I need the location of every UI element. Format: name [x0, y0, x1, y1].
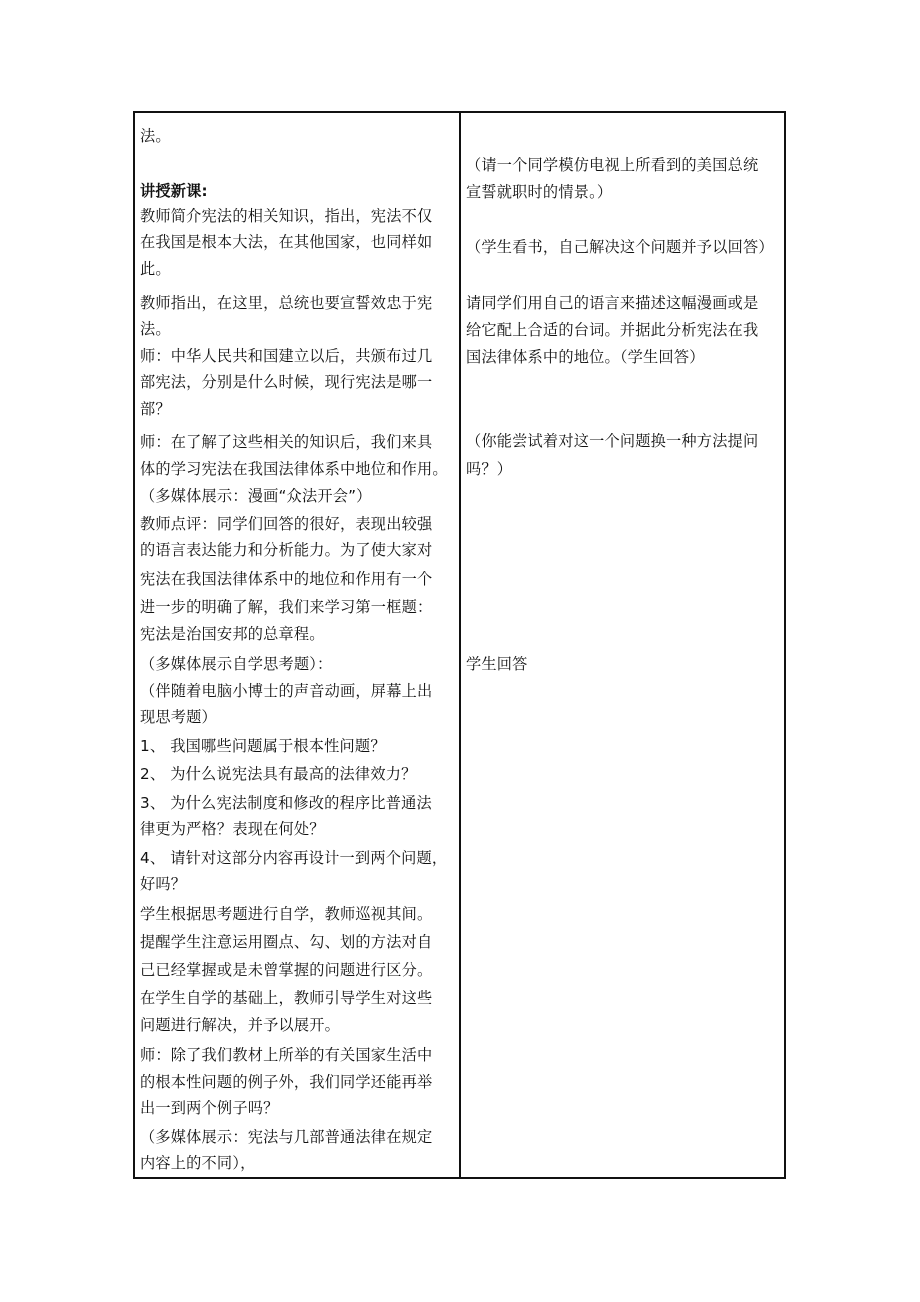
- left-line: 法。: [140, 127, 171, 145]
- left-line: 部宪法，分别是什么时候，现行宪法是哪一: [140, 373, 433, 391]
- left-line: 己已经掌握或是未曾掌握的问题进行区分。: [140, 961, 433, 979]
- right-line: （你能尝试着对这一个问题换一种方法提问: [466, 432, 759, 450]
- left-line: （多媒体展示：宪法与几部普通法律在规定: [140, 1128, 433, 1146]
- right-line: 宣誓就职时的情景。）: [466, 183, 613, 201]
- question-item: 2、 为什么说宪法具有最高的法律效力？: [140, 765, 417, 783]
- left-line: 出一到两个例子吗？: [140, 1099, 279, 1117]
- question-item: 4、 请针对这部分内容再设计一到两个问题，: [140, 849, 448, 867]
- left-line: 在学生自学的基础上，教师引导学生对这些: [140, 989, 433, 1007]
- left-line: 律更为严格？表现在何处？: [140, 820, 325, 838]
- left-line: 教师指出，在这里，总统也要宣誓效忠于宪: [140, 294, 433, 312]
- left-line: 宪法是治国安邦的总章程。: [140, 625, 325, 643]
- section-heading: 讲授新课:: [140, 182, 208, 200]
- question-item: 1、 我国哪些问题属于根本性问题？: [140, 737, 386, 755]
- left-line: 现思考题）: [140, 708, 217, 726]
- right-line: 国法律体系中的地位。（学生回答）: [466, 348, 705, 366]
- question-item: 3、 为什么宪法制度和修改的程序比普通法: [140, 794, 432, 812]
- left-line: 教师简介宪法的相关知识，指出，宪法不仅: [140, 207, 433, 225]
- left-line: 好吗？: [140, 875, 187, 893]
- left-line: 提醒学生注意运用圈点、勾、划的方法对自: [140, 933, 433, 951]
- left-line: 法。: [140, 320, 171, 338]
- left-line: 师：在了解了这些相关的知识后，我们来具: [140, 433, 433, 451]
- right-line: 给它配上合适的台词。并据此分析宪法在我: [466, 321, 759, 339]
- left-line: 学生根据思考题进行自学，教师巡视其间。: [140, 905, 433, 923]
- left-line: （伴随着电脑小博士的声音动画，屏幕上出: [140, 682, 433, 700]
- left-line: （多媒体展示自学思考题）：: [140, 655, 333, 673]
- left-line: 在我国是根本大法，在其他国家，也同样如: [140, 233, 433, 251]
- left-line: 教师点评：同学们回答的很好，表现出较强: [140, 515, 433, 533]
- right-line: 学生回答: [466, 655, 528, 673]
- left-line: 师：中华人民共和国建立以后，共颁布过几: [140, 347, 433, 365]
- left-line: 进一步的明确了解，我们来学习第一框题：: [140, 598, 433, 616]
- left-line: 的根本性问题的例子外，我们同学还能再举: [140, 1073, 433, 1091]
- right-line: （学生看书，自己解决这个问题并予以回答）: [466, 238, 774, 256]
- left-line: 师：除了我们教材上所举的有关国家生活中: [140, 1046, 433, 1064]
- right-line: （请一个同学模仿电视上所看到的美国总统: [466, 156, 759, 174]
- left-line: 部？: [140, 400, 171, 418]
- left-line: 此。: [140, 260, 171, 278]
- left-line: 内容上的不同），: [140, 1154, 256, 1172]
- right-line: 吗？）: [466, 460, 513, 478]
- left-line: 宪法在我国法律体系中的地位和作用有一个: [140, 570, 433, 588]
- left-line: 的语言表达能力和分析能力。为了使大家对: [140, 541, 433, 559]
- left-line: （多媒体展示：漫画“众法开会”）: [140, 487, 372, 505]
- left-line: 体的学习宪法在我国法律体系中地位和作用。: [140, 460, 448, 478]
- right-line: 请同学们用自己的语言来描述这幅漫画或是: [466, 294, 759, 312]
- left-line: 问题进行解决，并予以展开。: [140, 1016, 341, 1034]
- column-divider: [459, 111, 461, 1179]
